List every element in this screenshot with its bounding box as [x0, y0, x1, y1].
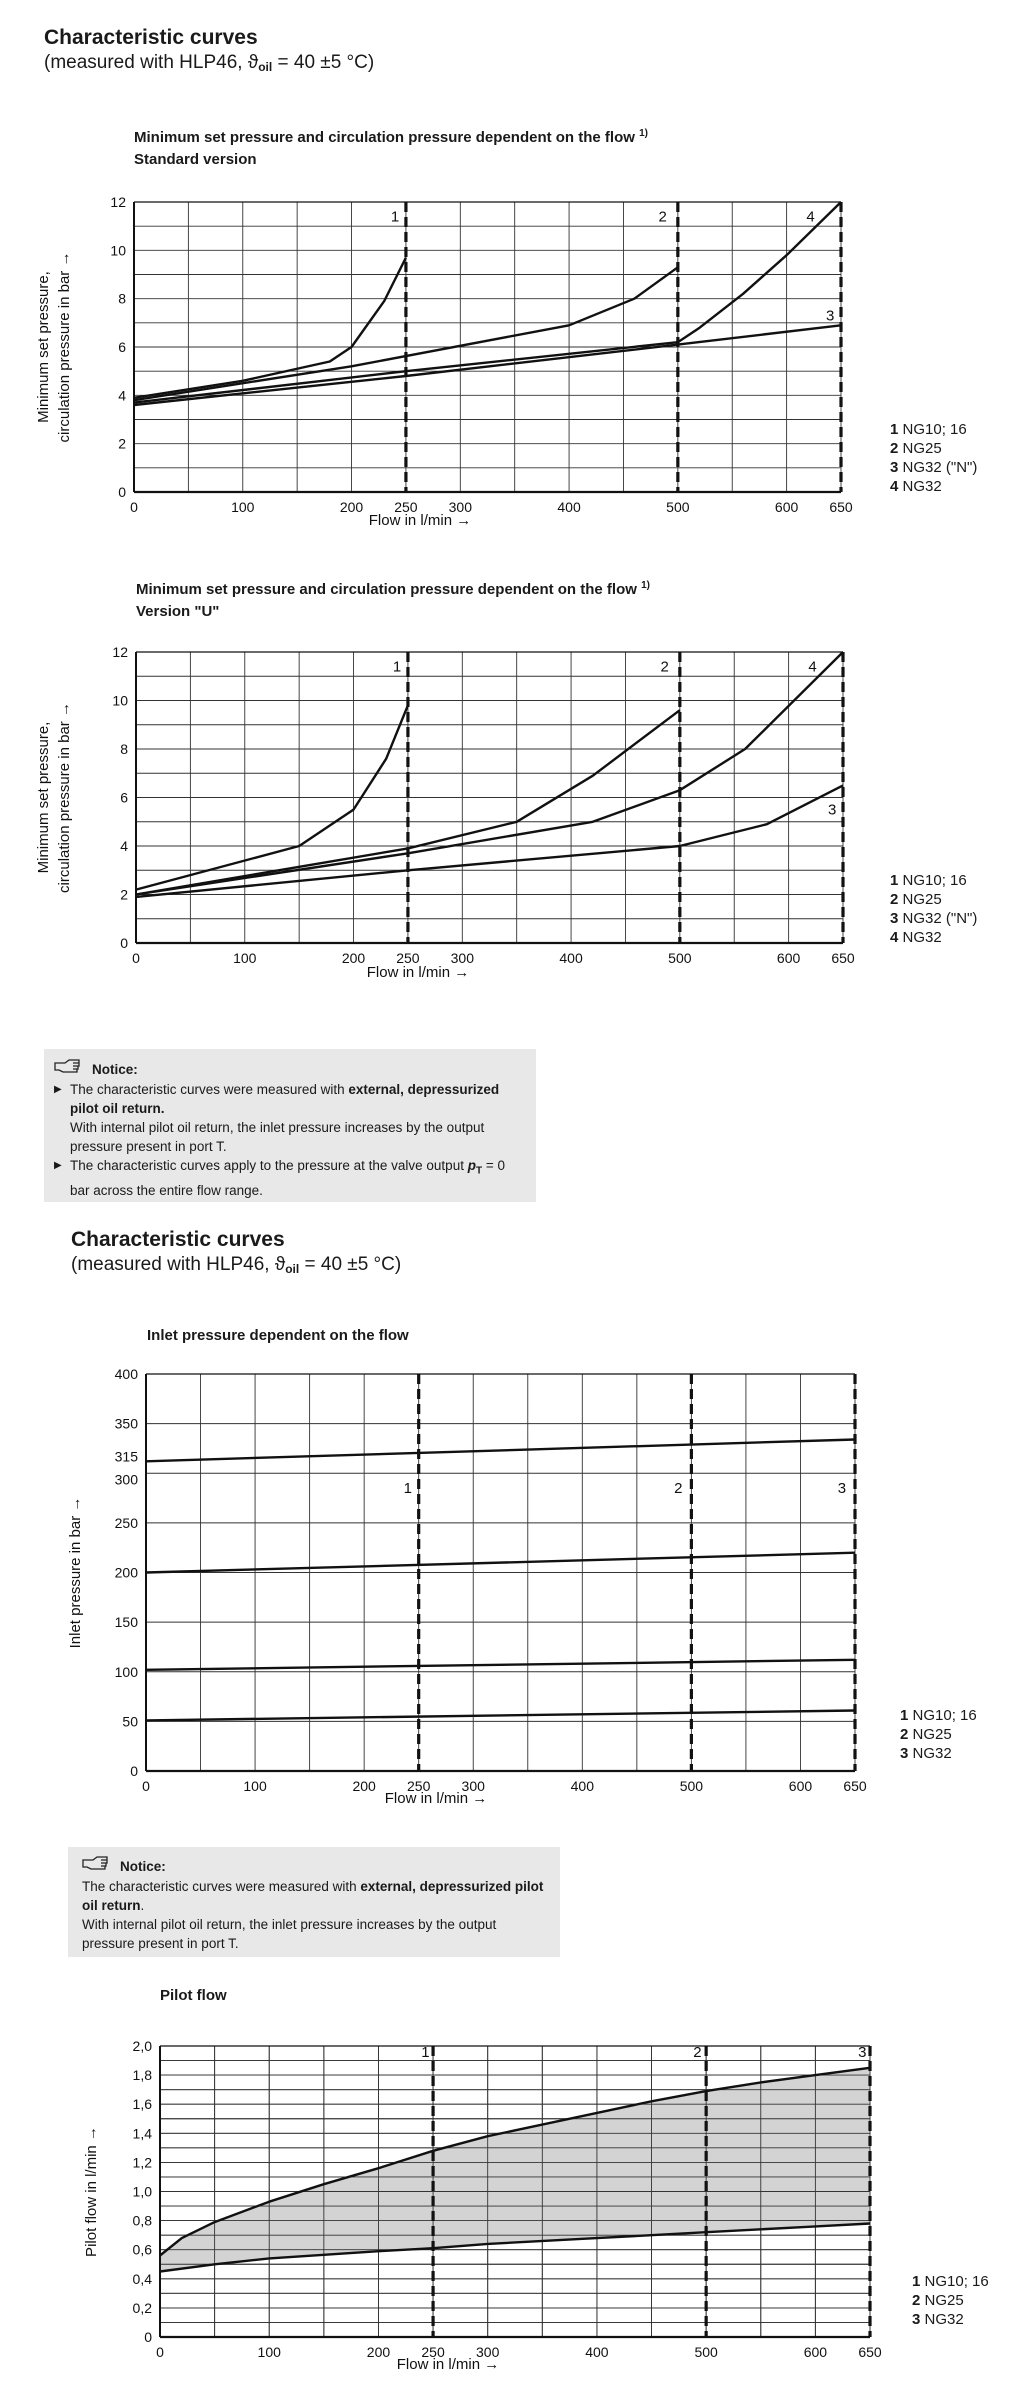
- x-tick-label: 650: [829, 499, 853, 515]
- x-tick-label: 500: [679, 1778, 704, 1794]
- x-tick-label: 500: [668, 950, 692, 966]
- y-tick-label: 2: [120, 886, 128, 903]
- x-tick-label: 200: [352, 1778, 376, 1794]
- y-tick-label: 1,8: [132, 2067, 152, 2084]
- y-tick-label: 50: [122, 1713, 138, 1730]
- x-tick-label: 100: [231, 499, 255, 515]
- y-tick-label: 2: [118, 435, 126, 452]
- y-axis-label: Inlet pressure in bar →: [67, 1496, 84, 1649]
- x-tick-label: 650: [858, 2344, 882, 2360]
- legend-item: 2 NG25: [890, 891, 942, 908]
- curve-label: 1: [392, 658, 402, 676]
- x-tick-label: 500: [666, 499, 690, 515]
- y-tick-label: 0,8: [132, 2212, 152, 2229]
- y-tick-label: 10: [112, 692, 128, 709]
- curve-label: 3: [837, 1480, 847, 1498]
- y-axis-label: Pilot flow in l/min →: [83, 2126, 100, 2257]
- section-title: Characteristic curves: [71, 1228, 285, 1251]
- x-tick-label: 100: [233, 950, 257, 966]
- legend-item: 3 NG32 ("N"): [890, 910, 978, 927]
- y-tick-label: 350: [114, 1415, 138, 1432]
- curve-label: 2: [674, 1480, 683, 1498]
- y-axis-label: circulation pressure in bar →: [56, 702, 73, 893]
- x-axis-label: Flow in l/min →: [366, 964, 470, 981]
- y-tick-label: 300: [114, 1471, 138, 1488]
- x-tick-label: 300: [461, 1778, 485, 1794]
- y-tick-label: 0,6: [132, 2241, 152, 2258]
- x-tick-label: 0: [130, 499, 138, 515]
- x-tick-label: 0: [156, 2344, 164, 2360]
- x-tick-label: 250: [407, 1778, 431, 1794]
- y-tick-label: 250: [114, 1514, 138, 1531]
- x-axis-label: Flow in l/min →: [396, 2356, 500, 2373]
- y-tick-label: 8: [120, 741, 128, 757]
- y-axis-label: Minimum set pressure,: [35, 271, 52, 423]
- curve-label: 1: [390, 208, 400, 226]
- x-tick-label: 500: [694, 2344, 718, 2360]
- chart4-legend: [912, 2272, 989, 2329]
- y-tick-label: 0,4: [132, 2270, 152, 2287]
- section-subtitle: (measured with HLP46, $ϑ_{oil} = 40 \pm 5$ °C): [71, 1254, 402, 1276]
- legend-item: 1 NG10; 16: [890, 421, 967, 438]
- x-tick-label: 600: [776, 950, 801, 966]
- x-axis-label: Flow in l/min →: [368, 512, 472, 529]
- x-tick-label: 300: [476, 2344, 500, 2360]
- y-tick-label: 8: [118, 290, 126, 307]
- curve-label: 1: [403, 1480, 412, 1498]
- legend-item: 3 NG32 ("N"): [890, 459, 978, 476]
- y-tick-label: 1,2: [132, 2154, 152, 2171]
- chart3-title: Inlet pressure dependent on the flow: [147, 1327, 409, 1344]
- y-tick-label: 4: [118, 387, 126, 404]
- chart1-title: Minimum set pressure and circulation pressure dependent on the flow $^{1)}$ Standard version: [134, 128, 649, 168]
- curve-label: 1: [421, 2043, 430, 2061]
- x-tick-label: 100: [257, 2344, 281, 2360]
- notice-heading: Notice:: [82, 1856, 550, 1877]
- y-tick-label: 200: [114, 1564, 138, 1581]
- y-tick-label: 6: [120, 789, 128, 806]
- x-tick-label: 200: [366, 2344, 391, 2360]
- x-tick-label: 650: [843, 1778, 867, 1794]
- legend-item: 1 NG10; 16: [900, 1707, 977, 1724]
- curve-label: 3: [825, 307, 835, 325]
- y-tick-label: 0: [144, 2329, 152, 2345]
- legend-item: 4 NG32: [890, 929, 942, 946]
- legend-item: 4 NG32: [890, 478, 942, 495]
- x-tick-label: 400: [557, 499, 581, 515]
- x-tick-label: 300: [448, 499, 472, 515]
- x-axis-label: Flow in l/min →: [384, 1790, 488, 1807]
- curve-label: 4: [808, 658, 817, 676]
- legend-item: 2 NG25: [912, 2292, 964, 2309]
- legend-item: 1 NG10; 16: [912, 2273, 989, 2290]
- x-tick-label: 600: [788, 1778, 813, 1794]
- y-tick-label: 400: [114, 1366, 138, 1382]
- chart4-title: Pilot flow: [160, 1987, 227, 2004]
- curve-label: 2: [693, 2043, 702, 2061]
- x-tick-label: 0: [142, 1778, 150, 1794]
- legend-item: 2 NG25: [900, 1726, 952, 1743]
- x-tick-label: 250: [394, 499, 418, 515]
- y-tick-label: 12: [112, 644, 128, 660]
- notice-heading: Notice:: [54, 1059, 526, 1080]
- notice-text: With internal pilot oil return, the inlet pressure increases by the output pressure present in port T.: [82, 1917, 497, 1951]
- notice-text: The characteristic curves were measured with external, depressurized pilot oil return.: [82, 1879, 544, 1913]
- y-tick-label: 100: [114, 1663, 138, 1680]
- y-tick-label: 1,0: [132, 2183, 152, 2200]
- y-tick-label: 1,4: [132, 2125, 152, 2142]
- y-tick-label: 6: [118, 339, 126, 355]
- curve-label: 3: [827, 801, 837, 819]
- y-axis-label: circulation pressure in bar →: [56, 251, 73, 443]
- notice-bullet: ▶ The characteristic curves apply to the pressure at the valve output $p_T = 0$ bar across the entire flow range.: [54, 1156, 526, 1200]
- y-tick-label: 150: [114, 1614, 138, 1631]
- x-tick-label: 650: [831, 950, 855, 966]
- y-tick-label: 1,6: [132, 2096, 152, 2113]
- section-subtitle: (measured with HLP46, $ϑ_{oil} = 40 \pm 5$ °C): [44, 52, 375, 74]
- curve-label: 4: [806, 208, 815, 226]
- y-tick-label: 10: [110, 242, 126, 259]
- x-tick-label: 0: [132, 950, 140, 966]
- x-tick-label: 400: [559, 950, 583, 966]
- y-tick-label: 4: [120, 838, 128, 854]
- curve-label: 3: [858, 2043, 867, 2061]
- y-axis-label: Minimum set pressure,: [35, 721, 52, 874]
- legend-item: 3 NG32: [900, 1745, 952, 1762]
- curve-label: 2: [660, 658, 669, 676]
- y-tick-label: 0: [118, 484, 126, 500]
- section-title: Characteristic curves: [44, 26, 258, 49]
- y-tick-label: 0: [130, 1763, 138, 1779]
- y-tick-label: 0: [120, 935, 128, 951]
- x-tick-label: 400: [585, 2344, 609, 2360]
- x-tick-label: 300: [450, 950, 474, 966]
- y-tick-label: 2,0: [132, 2038, 152, 2054]
- chart2-title: Minimum set pressure and circulation pressure dependent on the flow $^{1)}$ Version "U": [136, 580, 651, 620]
- x-tick-label: 200: [341, 950, 366, 966]
- x-tick-label: 250: [396, 950, 420, 966]
- x-tick-label: 600: [803, 2344, 828, 2360]
- legend-item: 3 NG32: [912, 2311, 964, 2328]
- x-tick-label: 600: [774, 499, 799, 515]
- x-tick-label: 400: [570, 1778, 594, 1794]
- curve-label: 2: [658, 208, 667, 226]
- y-tick-label: 0,2: [132, 2299, 152, 2316]
- y-tick-label: 315: [114, 1448, 138, 1465]
- notice-bullet: ▶ The characteristic curves were measured with external, depressurized pilot oil return. With internal pilot oil return, the inlet pressure increases by the output pressure present in port T.: [54, 1080, 526, 1156]
- shaded-range-area: [160, 2068, 870, 2272]
- y-tick-label: 12: [110, 194, 126, 210]
- legend-item: 2 NG25: [890, 440, 942, 457]
- x-tick-label: 200: [339, 499, 364, 515]
- x-tick-label: 100: [243, 1778, 267, 1794]
- x-tick-label: 250: [421, 2344, 445, 2360]
- legend-item: 1 NG10; 16: [890, 872, 967, 889]
